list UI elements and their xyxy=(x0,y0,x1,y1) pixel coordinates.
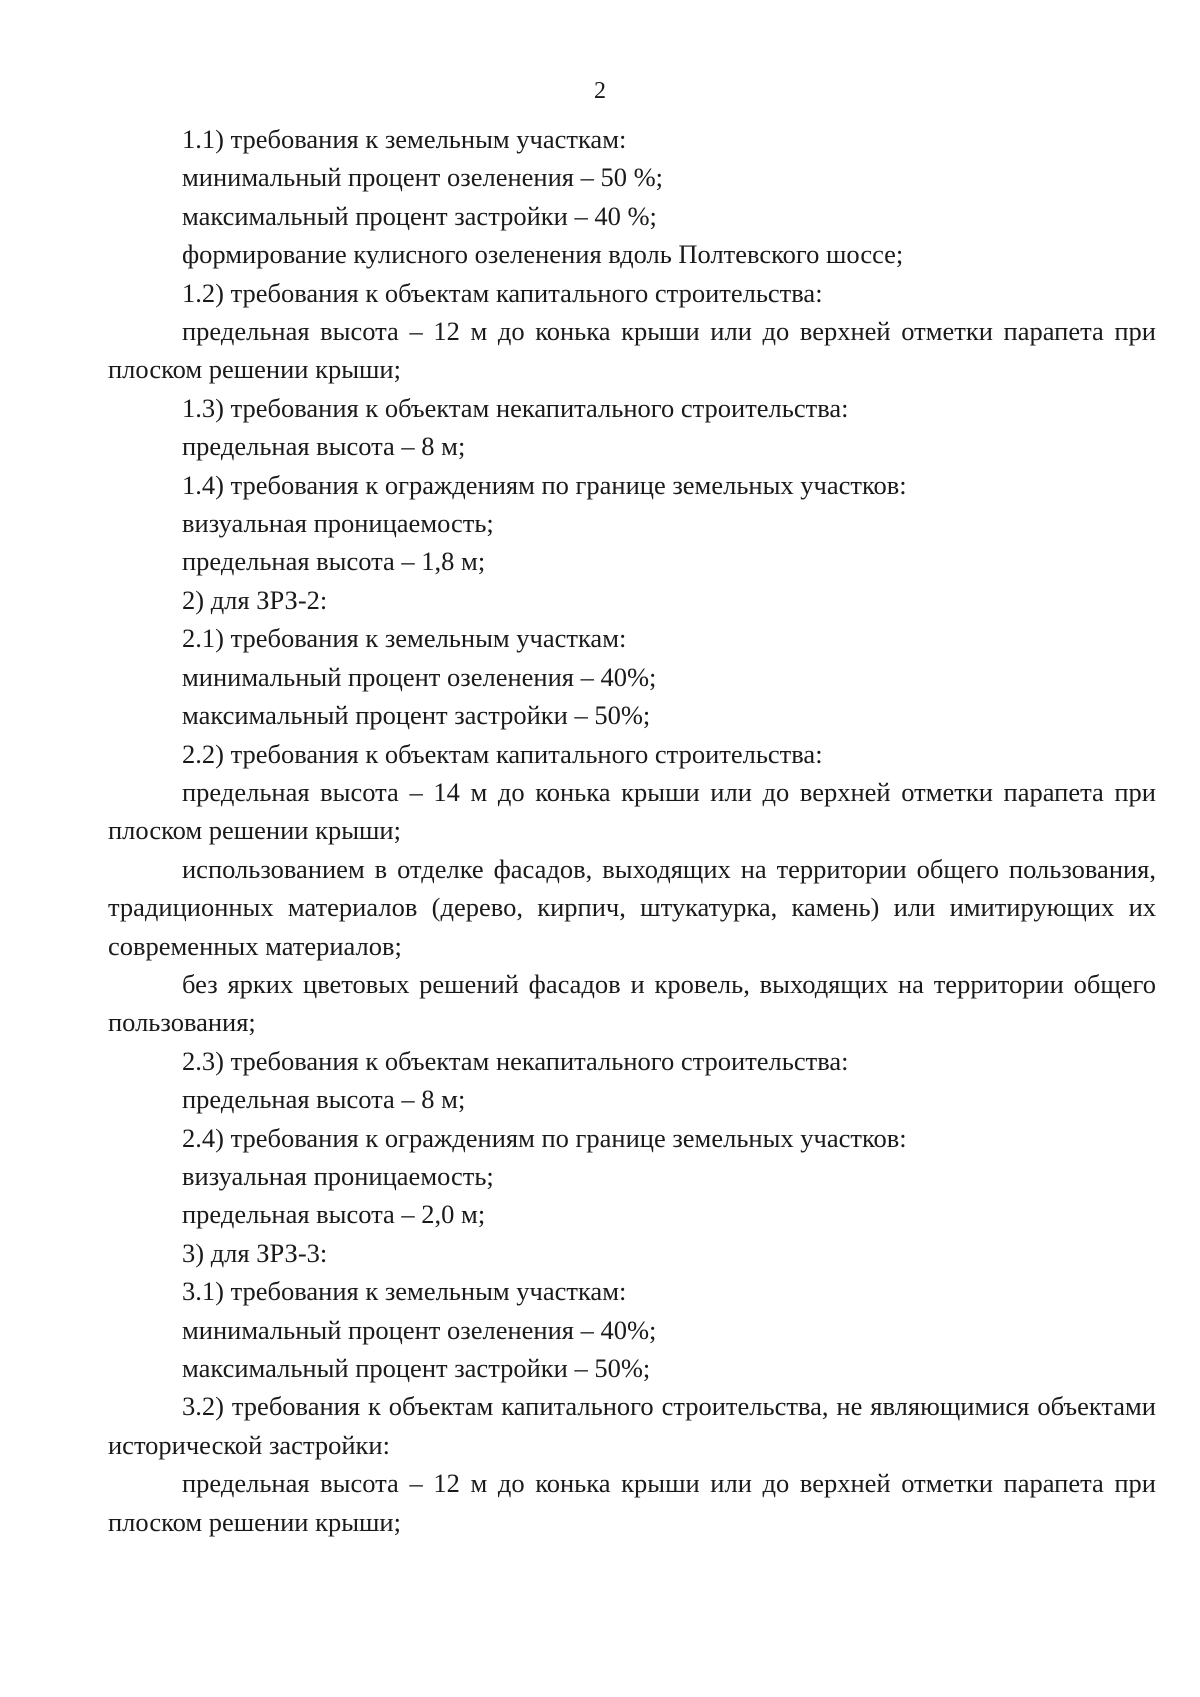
paragraph: предельная высота – 1,8 м; xyxy=(182,546,486,577)
paragraph: минимальный процент озеленения – 40%; xyxy=(182,661,657,692)
paragraph: предельная высота – 8 м; xyxy=(182,1084,466,1115)
paragraph: предельная высота – 8 м; xyxy=(182,431,466,462)
paragraph: 1.3) требования к объектам некапитального строительства: xyxy=(182,392,849,423)
paragraph: 3.1) требования к земельным участкам: xyxy=(182,1276,627,1307)
paragraph: визуальная проницаемость; xyxy=(182,1160,494,1191)
paragraph: использованием в отделке фасадов, выходящих на территории общего пользования, традиционных материалов (дерево, кирпич, штукатурка, камень) или имитирующих их современных материалов; xyxy=(108,853,1156,961)
paragraph: 1.2) требования к объектам капитального строительства: xyxy=(182,277,823,308)
paragraph: максимальный процент застройки – 40 %; xyxy=(182,200,657,231)
paragraph: предельная высота – 12 м до конька крыши или до верхней отметки парапета при плоском решении крыши; xyxy=(108,316,1156,385)
page-number: 2 xyxy=(594,78,606,104)
paragraph: максимальный процент застройки – 50%; xyxy=(182,700,651,731)
paragraph: 2.3) требования к объектам некапитального строительства: xyxy=(182,1045,849,1076)
paragraph: 3) для ЗРЗ-3: xyxy=(182,1237,328,1268)
paragraph: минимальный процент озеленения – 50 %; xyxy=(182,162,664,193)
paragraph: визуальная проницаемость; xyxy=(182,508,494,539)
paragraph: 2.1) требования к земельным участкам: xyxy=(182,623,627,654)
document-body xyxy=(108,120,1156,1541)
paragraph: 3.2) требования к объектам капитального строительства, не являющимися объектами исторической застройки: xyxy=(108,1391,1156,1460)
paragraph: минимальный процент озеленения – 40%; xyxy=(182,1314,657,1345)
paragraph: 2) для ЗРЗ-2: xyxy=(182,584,328,615)
paragraph: 2.4) требования к ограждениям по границе земельных участков: xyxy=(182,1122,907,1153)
paragraph: 2.2) требования к объектам капитального строительства: xyxy=(182,738,823,769)
paragraph: 1.1) требования к земельным участкам: xyxy=(182,124,627,154)
paragraph: предельная высота – 12 м до конька крыши или до верхней отметки парапета при плоском решении крыши; xyxy=(108,1468,1156,1537)
paragraph: предельная высота – 2,0 м; xyxy=(182,1199,486,1230)
paragraph: 1.4) требования к ограждениям по границе земельных участков: xyxy=(182,469,907,500)
paragraph: без ярких цветовых решений фасадов и кровель, выходящих на территории общего пользования; xyxy=(108,968,1156,1038)
paragraph: формирование кулисного озеленения вдоль Полтевского шоссе; xyxy=(182,239,904,270)
paragraph: предельная высота – 14 м до конька крыши или до верхней отметки парапета при плоском решении крыши; xyxy=(108,776,1156,846)
paragraph: максимальный процент застройки – 50%; xyxy=(182,1353,651,1383)
